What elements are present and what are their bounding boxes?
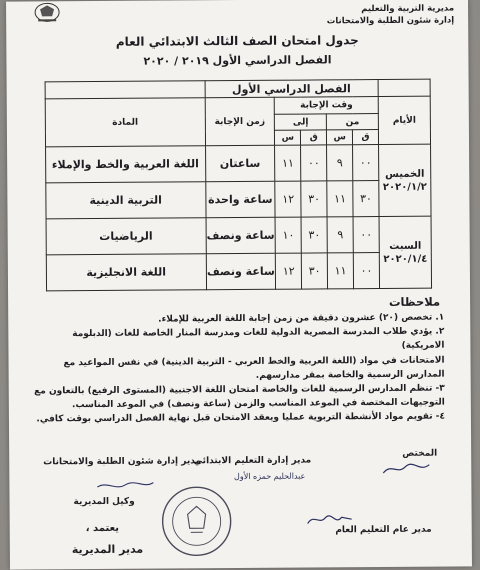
duration: ساعة ونصف	[206, 253, 276, 289]
document-page	[6, 0, 472, 570]
page-title: جدول امتحان الصف الثالث الابتدائي العام	[115, 33, 359, 49]
from-minute: ٣٠	[353, 181, 379, 217]
subject: اللغة العربية والخط والإملاء	[46, 146, 206, 183]
from-minute: ٠٠	[353, 145, 379, 181]
issuer-header	[327, 2, 455, 27]
notes-heading: ملاحظات	[388, 294, 441, 309]
primary-manager-title: مدير إدارة التعليم الابتدائي	[193, 455, 312, 467]
to-hour: ١١	[275, 145, 301, 181]
from-minute: ٠٠	[353, 253, 379, 289]
specialist-signature	[381, 461, 431, 477]
subject: اللغة الانجليزية	[46, 254, 206, 291]
approval-label: يعتمد ،	[85, 522, 119, 535]
table-row	[46, 216, 431, 255]
subject: التربية الدينية	[46, 182, 206, 219]
affairs-manager-signature	[95, 479, 155, 493]
col-header-from-hour: س	[327, 130, 353, 145]
deputy-title: وكيل المديرية	[73, 496, 135, 508]
table-row	[46, 252, 431, 291]
duration: ساعتان	[205, 145, 275, 181]
page-subtitle: الفصل الدراسي الأول ٢٠١٩ / ٢٠٢٠	[143, 53, 332, 68]
to-hour: ١٠	[275, 217, 301, 253]
note-item: ٤- تقويم مواد الأنشطة التربوية عمليا ويعقد الامتحان قبل نهاية الفصل الدراسي بوقت كافي.	[36, 411, 445, 425]
directorate-manager-title: مدير المديرية	[71, 542, 144, 557]
col-header-to: إلى	[275, 114, 327, 130]
from-minute: ٠٠	[353, 217, 379, 253]
to-minute: ٣٠	[301, 181, 327, 217]
ministry-line-1: مديرية التربية والتعليم	[361, 3, 455, 15]
ministry-line-2: إدارة شئون الطلبة والامتحانات	[326, 15, 455, 27]
day-name: السبت	[389, 240, 422, 252]
from-hour: ٩	[327, 217, 353, 253]
duration: ساعة واحدة	[205, 181, 275, 217]
emblem-logo	[32, 1, 62, 23]
to-hour: ١٢	[276, 253, 302, 289]
header-empty-corner	[378, 79, 430, 96]
note-item: الامتحانات في مواد (اللغة العربية والخط العربي - التربية الدينية) في نفس المواعيد مع المدارس الرسمية والخاصة بمقر مدارسهم.	[63, 355, 445, 381]
col-header-from-minute: ق	[353, 130, 379, 145]
col-header-subject: المادة	[45, 98, 205, 147]
affairs-manager-title: مدير إدارة شئون الطلبة والامتحانات	[43, 456, 202, 468]
note-item: ٣- تنظم المدارس الرسمية للغات والخاصة امتحان اللغة الاجنبية (المستوى الرفيع) بالتعاون مع التوجيهات المختصة في الموعد المناسب والزمن (ساعة ونصف) في الموعد المناسب.	[34, 383, 445, 411]
to-minute: ٣٠	[301, 217, 327, 253]
from-hour: ١١	[327, 253, 353, 289]
day-cell	[379, 216, 431, 288]
exam-schedule-table	[45, 79, 432, 292]
from-hour: ١١	[327, 181, 353, 217]
day-name: الخميس	[385, 168, 425, 180]
table-row	[46, 180, 431, 219]
header-empty-corner-2	[45, 81, 205, 99]
semester-header: الفصل الدراسي الأول	[205, 80, 379, 98]
primary-manager-name: عبدالحليم حمزه الأول	[233, 471, 306, 482]
note-item: ١. تخصص (٢٠) عشرون دقيقة من زمن إجابة اللغة العربية للإملاء.	[158, 312, 445, 325]
official-seal-stamp	[159, 484, 234, 559]
day-date: ٢٠٢٠/١/٢	[382, 181, 427, 193]
col-header-to-hour: س	[275, 130, 301, 145]
col-header-to-minute: ق	[301, 130, 327, 145]
note-item: ٢. يؤدي طلاب المدرسة المصرية الدولية للغات ومدرسة المنار الخاصة للغات (الدبلومة الامريكية)	[72, 326, 445, 352]
from-hour: ٩	[327, 145, 353, 181]
col-header-time: وقت الإجابة	[275, 97, 379, 115]
subject: الرياضيات	[46, 218, 206, 255]
notes-list	[30, 311, 445, 428]
to-hour: ١٢	[275, 181, 301, 217]
to-minute: ٣٠	[302, 253, 328, 289]
duration: ساعة ونصف	[206, 217, 276, 253]
general-manager-signature	[306, 509, 354, 527]
table-row	[46, 144, 431, 183]
to-minute: ٠٠	[301, 145, 327, 181]
general-manager-title: مدير عام التعليم العام	[335, 524, 432, 536]
day-cell	[379, 144, 431, 216]
day-date: ٢٠٢٠/١/٤	[383, 253, 428, 265]
col-header-day: الأيام	[378, 96, 430, 144]
col-header-duration: زمن الإجابة	[205, 97, 275, 145]
specialist-label: المختص	[402, 448, 438, 459]
col-header-from: من	[327, 114, 379, 130]
